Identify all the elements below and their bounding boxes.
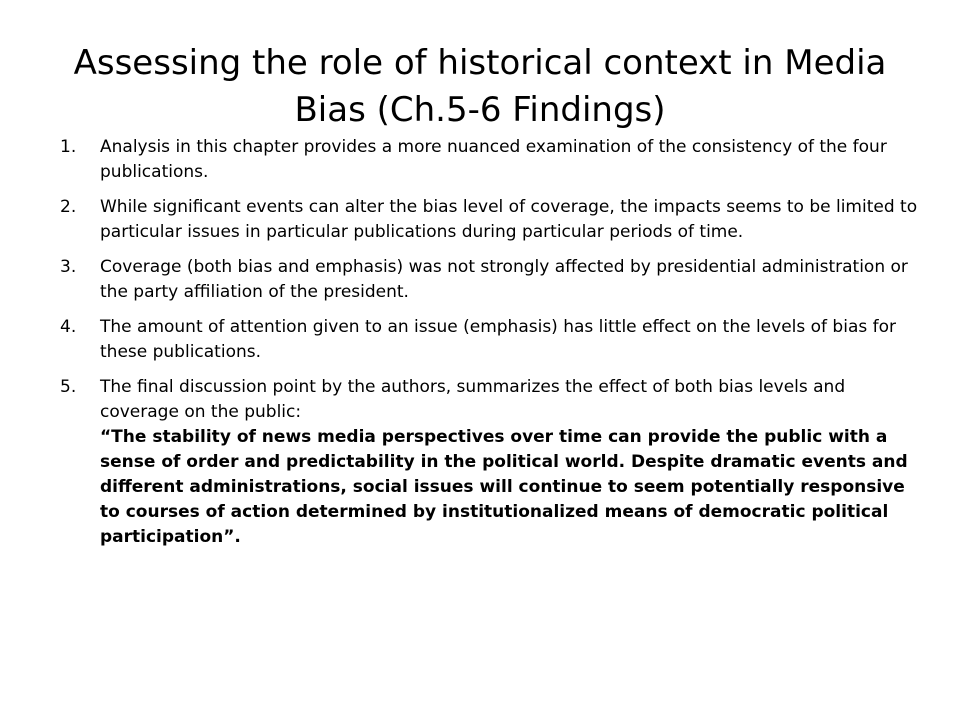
list-item	[60, 195, 920, 245]
list-item-text: Coverage (both bias and emphasis) was not strongly affected by presidential administration or the party affiliation of the president.	[100, 257, 908, 302]
list-item-text: The amount of attention given to an issue (emphasis) has little effect on the levels of bias for these publications.	[100, 317, 897, 362]
list-item-text: Analysis in this chapter provides a more nuanced examination of the consistency of the four publications.	[100, 137, 887, 182]
list-item	[60, 315, 920, 365]
list-item-number: 2.	[60, 197, 77, 217]
list-item-number: 5.	[60, 377, 77, 397]
list-item	[60, 135, 920, 185]
closing-quote: “The stability of news media perspectives over time can provide the public with a sense of order and predictability in the political world. Despite dramatic events and different administrations, social issues will continue to seem potentially responsive to courses of action determined by institutionalized means of democratic political participation”.	[100, 427, 908, 547]
list-item-text: The final discussion point by the authors, summarizes the effect of both bias levels and coverage on the public:	[100, 377, 846, 422]
slide-title: Assessing the role of historical context in Media Bias (Ch.5-6 Findings)	[73, 43, 887, 130]
findings-list	[60, 135, 920, 560]
list-item-number: 1.	[60, 137, 77, 157]
list-item-number: 4.	[60, 317, 77, 337]
list-item-body	[100, 375, 920, 550]
list-item	[60, 255, 920, 305]
list-item-text: While significant events can alter the bias level of coverage, the impacts seems to be limited to particular issues in particular publications during particular periods of time.	[100, 197, 918, 242]
list-item-number: 3.	[60, 257, 77, 277]
list-item	[60, 375, 920, 550]
